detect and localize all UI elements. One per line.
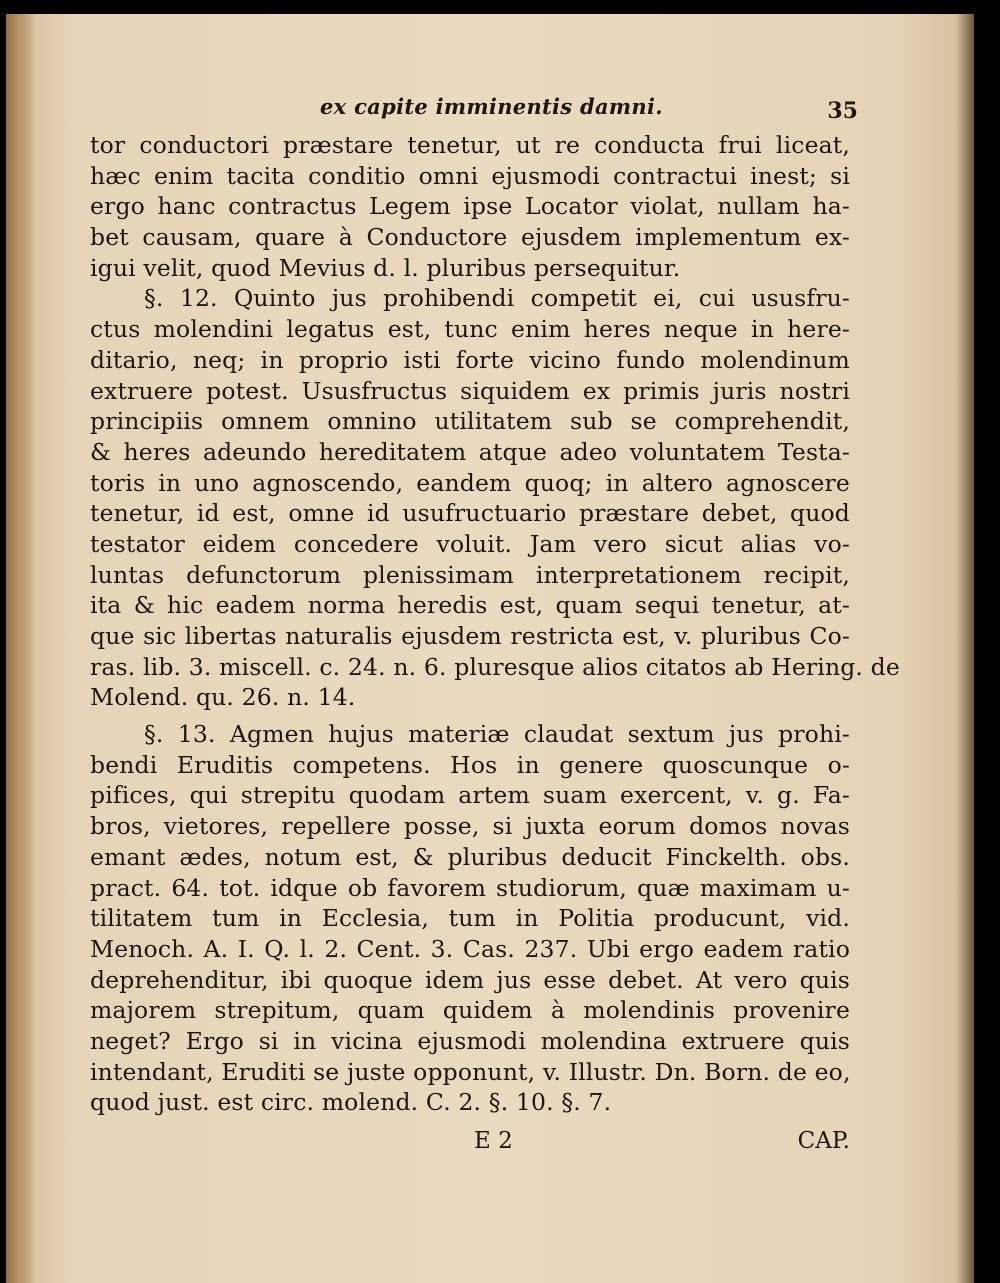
signature-mark: E 2	[474, 1128, 513, 1154]
running-title: ex capite imminentis damni.	[320, 94, 663, 119]
text-line: bros, vietores, repellere posse, si juxta eorum domos novas	[90, 812, 850, 841]
text-line: principiis omnem omnino utilitatem sub se comprehendit,	[90, 407, 850, 436]
text-line: hæc enim tacita conditio omni ejusmodi contractui inest; si	[90, 161, 850, 190]
text-line: que sic libertas naturalis ejusdem restricta est, v. pluribus Co-	[90, 622, 850, 650]
text-line: majorem strepitum, quam quidem à molendinis provenire	[90, 996, 850, 1025]
text-line: deprehenditur, ibi quoque idem jus esse debet. At vero quis	[90, 965, 850, 994]
text-line: neget? Ergo si in vicina ejusmodi molendina extruere quis	[90, 1026, 850, 1055]
text-line: & heres adeundo hereditatem atque adeo voluntatem Testa-	[90, 437, 850, 466]
page-footer	[90, 1128, 850, 1168]
text-line: igui velit, quod Mevius d. l. pluribus persequitur.	[90, 253, 681, 282]
body-text	[90, 130, 900, 1118]
text-line: extruere potest. Ususfructus siquidem ex primis juris nostri	[90, 376, 850, 405]
text-block	[90, 94, 900, 1168]
text-line: Menoch. A. I. Q. l. 2. Cent. 3. Cas. 237. Ubi ergo eadem ratio	[90, 934, 850, 963]
page-edge-shadow	[956, 14, 974, 1283]
page-gutter-shadow	[6, 14, 36, 1283]
text-line: tilitatem tum in Ecclesia, tum in Politia producunt, vid.	[90, 904, 850, 933]
text-line: bendi Eruditis competens. Hos in genere quoscunque o-	[90, 750, 850, 779]
text-line: emant ædes, notum est, & pluribus deducit Finckelth. obs.	[90, 842, 850, 871]
text-line: bet causam, quare à Conductore ejusdem implementum ex-	[90, 223, 850, 252]
text-line: intendant, Eruditi se juste opponunt, v. Illustr. Dn. Born. de eo,	[90, 1057, 851, 1086]
text-line: toris in uno agnoscendo, eandem quoq; in altero agnoscere	[90, 468, 850, 497]
text-line: ctus molendini legatus est, tunc enim heres neque in here-	[90, 315, 850, 344]
text-line: testator eidem concedere voluit. Jam vero sicut alias vo-	[90, 529, 850, 558]
text-line: Molend. qu. 26. n. 14.	[90, 683, 356, 712]
page-number: 35	[827, 98, 858, 124]
text-line: tenetur, id est, omne id usufructuario præstare debet, quod	[90, 499, 850, 528]
book-page	[6, 14, 974, 1283]
text-line: pifices, qui strepitu quodam artem suam exercent, v. g. Fa-	[90, 781, 850, 810]
text-line: ditario, neq; in proprio isti forte vicino fundo molendinum	[90, 345, 850, 374]
text-line: quod just. est circ. molend. C. 2. §. 10. §. 7.	[90, 1088, 612, 1117]
text-line: tor conductori præstare tenetur, ut re conducta frui liceat,	[90, 131, 850, 159]
text-line: ergo hanc contractus Legem ipse Locator violat, nullam ha-	[90, 192, 850, 221]
paragraph-12-start: §. 12. Quinto jus prohibendi competit ei, cui ususfru-	[144, 284, 850, 313]
catchword: CAP.	[797, 1128, 850, 1154]
paragraph-13-start: §. 13. Agmen hujus materiæ claudat sextum jus prohi-	[144, 720, 850, 749]
text-line: pract. 64. tot. idque ob favorem studiorum, quæ maximam u-	[90, 873, 850, 902]
text-line: ita & hic eadem norma heredis est, quam sequi tenetur, at-	[90, 591, 850, 620]
text-line: luntas defunctorum plenissimam interpretationem recipit,	[90, 560, 850, 589]
running-head	[90, 94, 858, 130]
text-line: ras. lib. 3. miscell. c. 24. n. 6. pluresque alios citatos ab Hering. de	[90, 652, 900, 681]
